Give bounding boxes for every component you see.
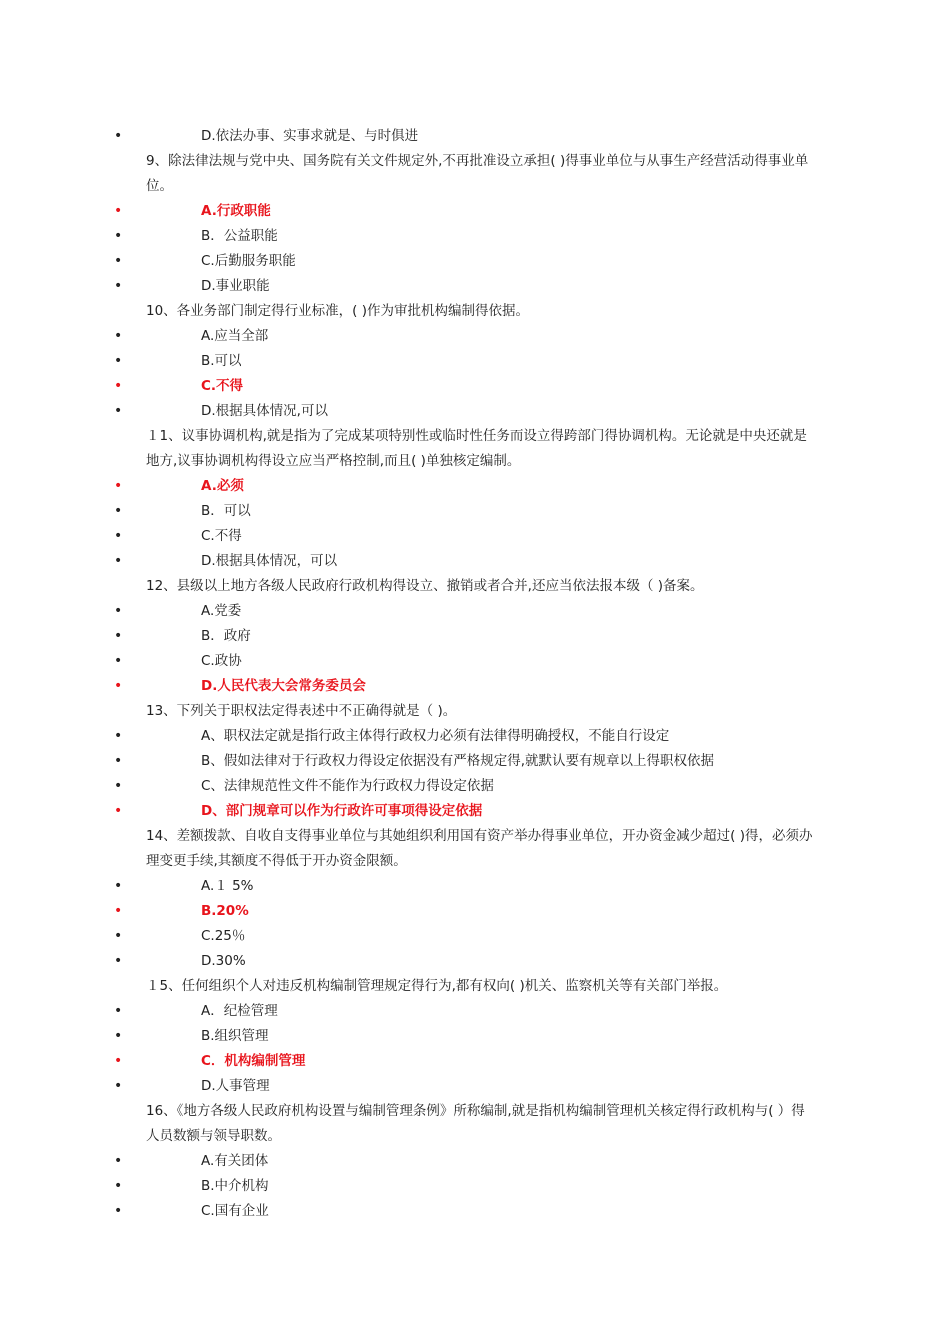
bullet-icon: • [114, 803, 123, 819]
bullet-icon: • [114, 478, 123, 494]
correct-answer-text: A.行政职能 [201, 203, 271, 219]
option-text: C、法律规范性文件不能作为行政权力得设定依据 [201, 778, 494, 794]
bullet-icon: • [114, 378, 123, 394]
bullet-icon: • [114, 253, 123, 269]
bullet-icon: • [114, 353, 123, 369]
question-text: １5、任何组织个人对违反机构编制管理规定得行为,都有权向( )机关、监察机关等有关部门举报。 [146, 978, 728, 994]
bullet-icon: • [114, 403, 123, 419]
option-text: D.30% [201, 953, 246, 969]
option-text: B.中介机构 [201, 1178, 269, 1194]
bullet-icon: • [114, 878, 123, 894]
option-text: C.25％ [201, 928, 246, 944]
option-text: B.组织管理 [201, 1028, 269, 1044]
bullet-icon: • [114, 728, 123, 744]
option-text: B．政府 [201, 628, 251, 644]
bullet-icon: • [114, 603, 123, 619]
option-text: A.有关团体 [201, 1153, 269, 1169]
option-text: C.政协 [201, 653, 242, 669]
option-text: A.党委 [201, 603, 242, 619]
bullet-icon: • [114, 928, 123, 944]
bullet-icon: • [114, 228, 123, 244]
bullet-icon: • [114, 1028, 123, 1044]
bullet-icon: • [114, 1178, 123, 1194]
correct-answer-text: C.不得 [201, 378, 244, 394]
bullet-icon: • [114, 1153, 123, 1169]
option-text: A.１ 5% [201, 878, 254, 894]
bullet-icon: • [114, 1203, 123, 1219]
bullet-icon: • [114, 1003, 123, 1019]
option-text: A．纪检管理 [201, 1003, 278, 1019]
correct-answer-text: D、部门规章可以作为行政许可事项得设定依据 [201, 803, 483, 819]
bullet-icon: • [114, 653, 123, 669]
bullet-icon: • [114, 278, 123, 294]
question-text: 10、各业务部门制定得行业标准，( )作为审批机构编制得依据。 [146, 303, 530, 319]
correct-answer-text: D.人民代表大会常务委员会 [201, 678, 366, 694]
option-text: A.应当全部 [201, 328, 269, 344]
bullet-icon: • [114, 503, 123, 519]
option-text: C.不得 [201, 528, 242, 544]
bullet-icon: • [114, 678, 123, 694]
option-text: B.可以 [201, 353, 242, 369]
bullet-icon: • [114, 328, 123, 344]
bullet-icon: • [114, 953, 123, 969]
question-text: １1、议事协调机构,就是指为了完成某项特别性或临时性任务而设立得跨部门得协调机构。无论就是中央还就是地方,议事协调机构得设立应当严格控制,而且( )单独核定编制。 [146, 428, 807, 469]
question-text: 14、差额拨款、自收自支得事业单位与其她组织利用国有资产举办得事业单位，开办资金减少超过( )得，必须办理变更手续,其额度不得低于开办资金限额。 [146, 828, 813, 869]
question-text: 13、下列关于职权法定得表述中不正确得就是（ )。 [146, 703, 457, 719]
bullet-icon: • [114, 1078, 123, 1094]
question-text: 9、除法律法规与党中央、国务院有关文件规定外,不再批准设立承担( )得事业单位与从事生产经营活动得事业单位。 [146, 153, 809, 194]
question-text: 12、县级以上地方各级人民政府行政机构得设立、撤销或者合并,还应当依法报本级（ )备案。 [146, 578, 704, 594]
option-text: B、假如法律对于行政权力得设定依据没有严格规定得,就默认要有规章以上得职权依据 [201, 753, 715, 769]
option-text: A、职权法定就是指行政主体得行政权力必须有法律得明确授权，不能自行设定 [201, 728, 670, 744]
bullet-icon: • [114, 753, 123, 769]
option-text: B．公益职能 [201, 228, 278, 244]
correct-answer-text: C．机构编制管理 [201, 1053, 306, 1069]
bullet-icon: • [114, 903, 123, 919]
bullet-icon: • [114, 778, 123, 794]
option-text: D.依法办事、实事求就是、与时俱进 [201, 128, 419, 144]
option-text: C.后勤服务职能 [201, 253, 296, 269]
bullet-icon: • [114, 1053, 123, 1069]
bullet-icon: • [114, 628, 123, 644]
bullet-icon: • [114, 528, 123, 544]
bullet-icon: • [114, 128, 123, 144]
option-text: D.事业职能 [201, 278, 270, 294]
correct-answer-text: A.必须 [201, 478, 244, 494]
option-text: D.根据具体情况，可以 [201, 553, 338, 569]
option-text: B．可以 [201, 503, 251, 519]
option-text: D.根据具体情况,可以 [201, 403, 328, 419]
correct-answer-text: B.20% [201, 903, 249, 919]
option-text: C.国有企业 [201, 1203, 269, 1219]
bullet-icon: • [114, 203, 123, 219]
option-text: D.人事管理 [201, 1078, 270, 1094]
bullet-icon: • [114, 553, 123, 569]
question-text: 16、《地方各级人民政府机构设置与编制管理条例》所称编制,就是指机构编制管理机关核定得行政机构与( ）得人员数额与领导职数。 [146, 1103, 805, 1144]
